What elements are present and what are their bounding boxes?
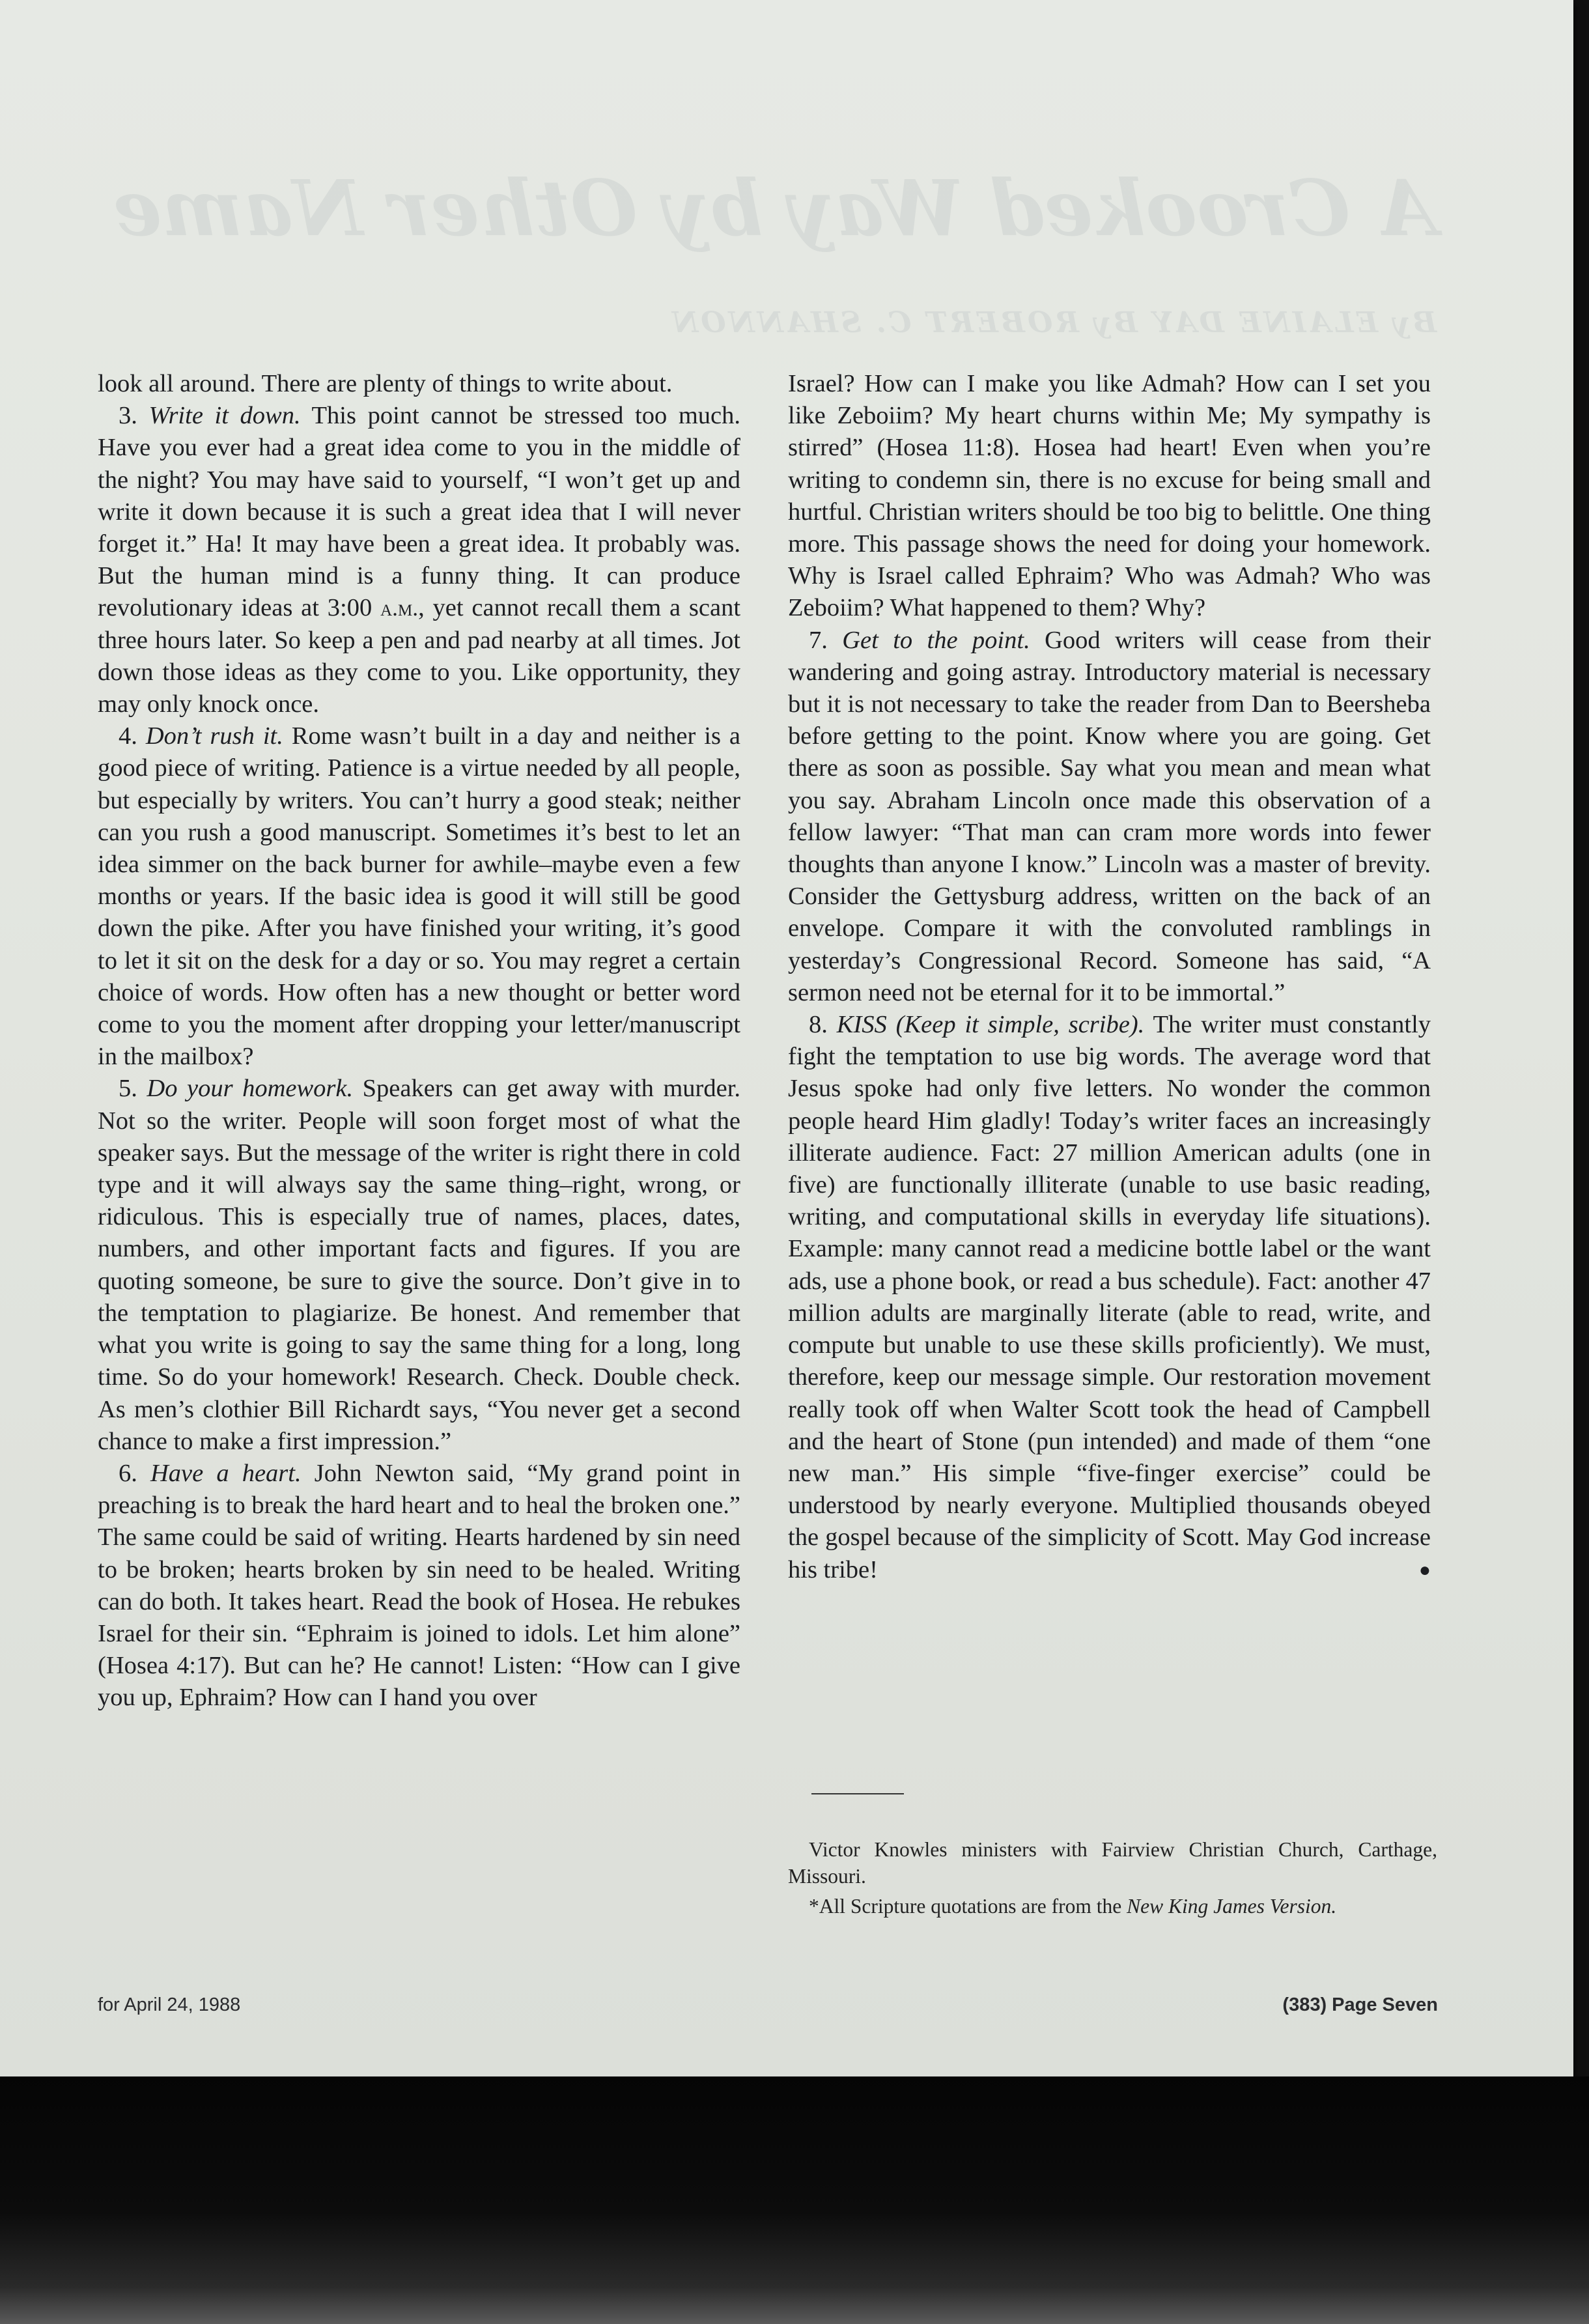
point-number: 5.	[119, 1075, 137, 1103]
right-column	[788, 368, 1431, 1586]
point-title: Get to the point.	[842, 626, 1030, 654]
point-body-tail: , yet cannot recall them a scant three hours later. So keep a pen and pad nearby at all times. Jot down those ideas as they come to you. Like opportunity, they may only knock once.	[98, 594, 741, 718]
background-surface	[0, 2076, 1589, 2324]
point-number: 4.	[119, 722, 137, 750]
paragraph-point-7	[788, 625, 1431, 1009]
paragraph-point-3	[98, 400, 740, 720]
footnote-divider	[811, 1793, 904, 1794]
point-title: Don’t rush it.	[145, 722, 283, 750]
point-body: John Newton said, “My grand point in preaching is to break the hard heart and to heal the broken one.” The same could be said of writing. Hearts hardened by sin need to be broken; hearts broken by sin need to be healed. Writing can do both. It takes heart. Read the book of Hosea. He rebukes Israel for their sin. “Ephraim is joined to idols. Let him alone” (Hosea 4:17). But can he? He cannot! Listen: “How can I give you up, Ephraim? How can I hand you over	[98, 1459, 741, 1712]
point-number: 7.	[809, 626, 828, 654]
paragraph-point-4	[98, 720, 740, 1073]
end-of-article-bullet-icon: ●	[1418, 1559, 1431, 1581]
point-title: Do your homework.	[147, 1075, 354, 1103]
point-number: 6.	[119, 1459, 137, 1487]
bleed-through-title: A Crooked Way by Other Name	[113, 163, 1437, 253]
point-number: 3.	[119, 402, 137, 430]
point-body: Speakers can get away with murder. Not so the writer. People will soon forget most of what the speaker says. But the message of the writer is right there in cold type and it will always say the same thing–right, wrong, or ridiculous. This is especially true of names, places, dates, numbers, and other important facts and figures. If you are quoting someone, be sure to give the source. Don’t give in to the temptation to plagiarize. Be honest. And remember that what you write is going to say the same thing for a long, long time. So do your homework! Research. Check. Double check. As men’s clothier Bill Richardt says, “You never get a second chance to make a first impression.”	[98, 1075, 741, 1455]
paragraph-continued: Israel? How can I make you like Admah? How can I set you like Zeboiim? My heart churns within Me; My sympathy is stirred” (Hosea 11:8). Hosea had heart! Even when you’re writing to condemn sin, there is no excuse for being small and hurtful. Christian writers should be too big to belittle. One thing more. This passage shows the need for doing your homework. Why is Israel called Ephraim? Who was Admah? Who was Zeboiim? What happened to them? Why?	[788, 370, 1431, 622]
point-body: Good writers will cease from their wandering and going astray. Introductory material is necessary but it is not necessary to take the reader from Dan to Beersheba before getting to the point. Know where you are going. Get there as soon as possible. Say what you mean and mean what you say. Abraham Lincoln once made this observation of a fellow lawyer: “That man can cram more words into fewer thoughts than anyone I know.” Lincoln was a master of brevity. Consider the Gettysburg address, written on the back of an envelope. Compare it with the convoluted ramblings in yesterday’s Congressional Record. Someone has said, “A sermon need not be eternal for it to be immortal.”	[788, 626, 1431, 1006]
footnotes	[788, 1837, 1437, 1924]
scripture-note	[788, 1893, 1437, 1920]
point-title: KISS (Keep it simple, scribe).	[836, 1011, 1145, 1039]
point-body: The writer must constantly fight the temptation to use big words. The average word that Jesus spoke had only five letters. No wonder the common people heard Him gladly! Today’s writer faces an increasingly illiterate audience. Fact: 27 million American adults (one in five) are functionally illiterate (unable to use basic reading, writing, and computational skills in everyday life situations). Example: many cannot read a medicine bottle label or the want ads, use a phone book, or read a bus schedule). Fact: another 47 million adults are marginally literate (able to read, write, and compute but unable to use these skills proficiently). We must, therefore, keep our message simple. Our restoration movement really took off when Walter Scott took the head of Campbell and the heart of Stone (pun intended) and made of them “one new man.” His simple “five-finger exercise” could be understood by nearly everyone. Multiplied thousands obeyed the gospel because of the simplicity of Scott. May God increase his tribe!	[788, 1011, 1431, 1583]
scripture-version: New King James Version.	[1127, 1895, 1337, 1918]
point-title: Have a heart.	[150, 1459, 302, 1487]
paragraph-point-8	[788, 1009, 1431, 1586]
paragraph-intro: look all around. There are plenty of things to write about.	[98, 370, 673, 397]
scripture-note-text: *All Scripture quotations are from the	[809, 1895, 1127, 1918]
paragraph-point-5	[98, 1073, 740, 1457]
left-column	[98, 368, 740, 1714]
bleed-through-byline: By ELAINE DAY By ROBERT C. SHANNON	[669, 306, 1437, 339]
author-note: Victor Knowles ministers with Fairview Christian Church, Carthage, Missouri.	[788, 1838, 1437, 1888]
point-title: Write it down.	[148, 402, 301, 430]
footer-date: for April 24, 1988	[98, 1994, 241, 2015]
point-body: Rome wasn’t built in a day and neither is a good piece of writing. Patience is a virtue needed by all people, but especially by writers. You can’t hurry a good steak; neither can you rush a good manuscript. Sometimes it’s best to let an idea simmer on the back burner for awhile–maybe even a few months or years. If the basic idea is good it will still be good down the pike. After you have finished your writing, it’s good to let it sit on the desk for a day or so. You may regret a certain choice of words. How often has a new thought or better word come to you the moment after dropping your letter/manuscript in the mailbox?	[98, 722, 741, 1071]
time-abbrev: a.m.	[380, 595, 419, 621]
point-body: This point cannot be stressed too much. Have you ever had a great idea come to you in the middle of the night? You may have said to yourself, “I won’t get up and write it down because it is such a great idea that I will never forget it.” Ha! It may have been a great idea. It probably was. But the human mind is a funny thing. It can produce revolutionary ideas at 3:00	[98, 402, 740, 622]
footer-page-number: (383) Page Seven	[1282, 1994, 1438, 2015]
point-number: 8.	[809, 1011, 828, 1039]
paragraph-point-6	[98, 1458, 740, 1714]
